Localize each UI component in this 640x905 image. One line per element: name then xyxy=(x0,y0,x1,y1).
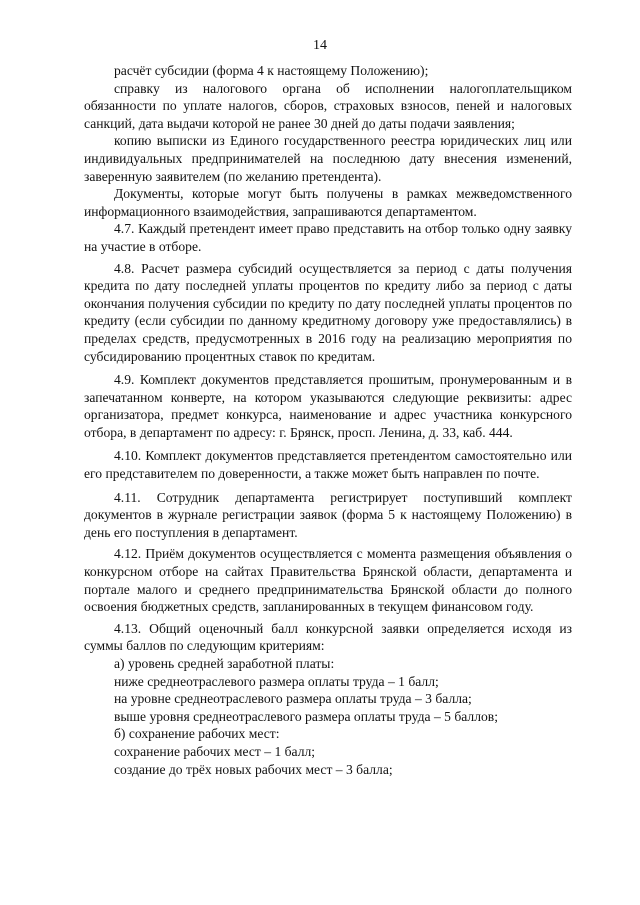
paragraph: расчёт субсидии (форма 4 к настоящему Положению); xyxy=(114,63,429,78)
criteria-line: сохранение рабочих мест – 1 балл; xyxy=(114,743,316,759)
criteria-line: б) сохранение рабочих мест: xyxy=(114,726,280,742)
criteria-line: ниже среднеотраслевого размера оплаты труда – 1 балл; xyxy=(114,673,439,689)
paragraph: 4.10. Комплект документов представляется претендентом самостоятельно или его представителем по доверенности, а также может быть направлен по почте. xyxy=(84,448,572,482)
criteria-line: на уровне среднеотраслевого размера оплаты труда – 3 балла; xyxy=(114,691,472,707)
page-number: 14 xyxy=(313,38,327,53)
paragraph: 4.13. Общий оценочный балл конкурсной заявки определяется исходя из суммы баллов по следующим критериям: xyxy=(84,620,572,654)
paragraph: 4.12. Приём документов осуществляется с момента размещения объявления о конкурсном отборе на сайтах Правительства Брянской области, департамента и портале малого и среднего предпринимательства Брянской области до полного освоения бюджетных средств, запланированных в текущем финансовом году. xyxy=(84,546,572,615)
criteria-line: создание до трёх новых рабочих мест – 3 балла; xyxy=(114,761,393,777)
criteria-line: выше уровня среднеотраслевого размера оплаты труда – 5 баллов; xyxy=(114,708,498,724)
paragraph: 4.11. Сотрудник департамента регистрирует поступивший комплект документов в журнале регистрации заявок (форма 5 к настоящему Положению) в день его поступления в департамент. xyxy=(84,489,572,540)
criteria-line: а) уровень средней заработной платы: xyxy=(114,656,335,671)
paragraph: 4.8. Расчет размера субсидий осуществляется за период с даты получения кредита по дату последней уплаты процентов по кредиту либо за период с даты окончания получения субсидии по кредиту по дату последней уплаты процентов по кредиту (если субсидии по данному кредитному договору уже предоставлялись) в пределах средств, предусмотренных в 2016 году на реализацию мероприятия по субсидированию процентных ставок по кредитам. xyxy=(84,260,572,364)
paragraph: справку из налогового органа об исполнении налогоплательщиком обязанности по уплате налогов, сборов, страховых взносов, пеней и налоговых санкций, дата выдачи которой не ранее 30 дней до даты подачи заявления; xyxy=(84,80,572,131)
paragraph: 4.9. Комплект документов представляется прошитым, пронумерованным и в запечатанном конверте, на котором указываются следующие реквизиты: адрес организатора, предмет конкурса, наименование и адрес участника конкурсного отбора, в департамент по адресу: г. Брянск, просп. Ленина, д. 33, каб. 444. xyxy=(84,372,572,440)
document-body xyxy=(84,62,572,778)
paragraph: копию выписки из Единого государственного реестра юридических лиц или индивидуальных предпринимателей на последнюю дату внесения изменений, заверенную заявителем (по желанию претендента). xyxy=(84,133,572,184)
paragraph: Документы, которые могут быть получены в рамках межведомственного информационного взаимодействия, запрашиваются департаментом. xyxy=(84,186,572,219)
paragraph: 4.7. Каждый претендент имеет право представить на отбор только одну заявку на участие в отборе. xyxy=(84,221,572,254)
